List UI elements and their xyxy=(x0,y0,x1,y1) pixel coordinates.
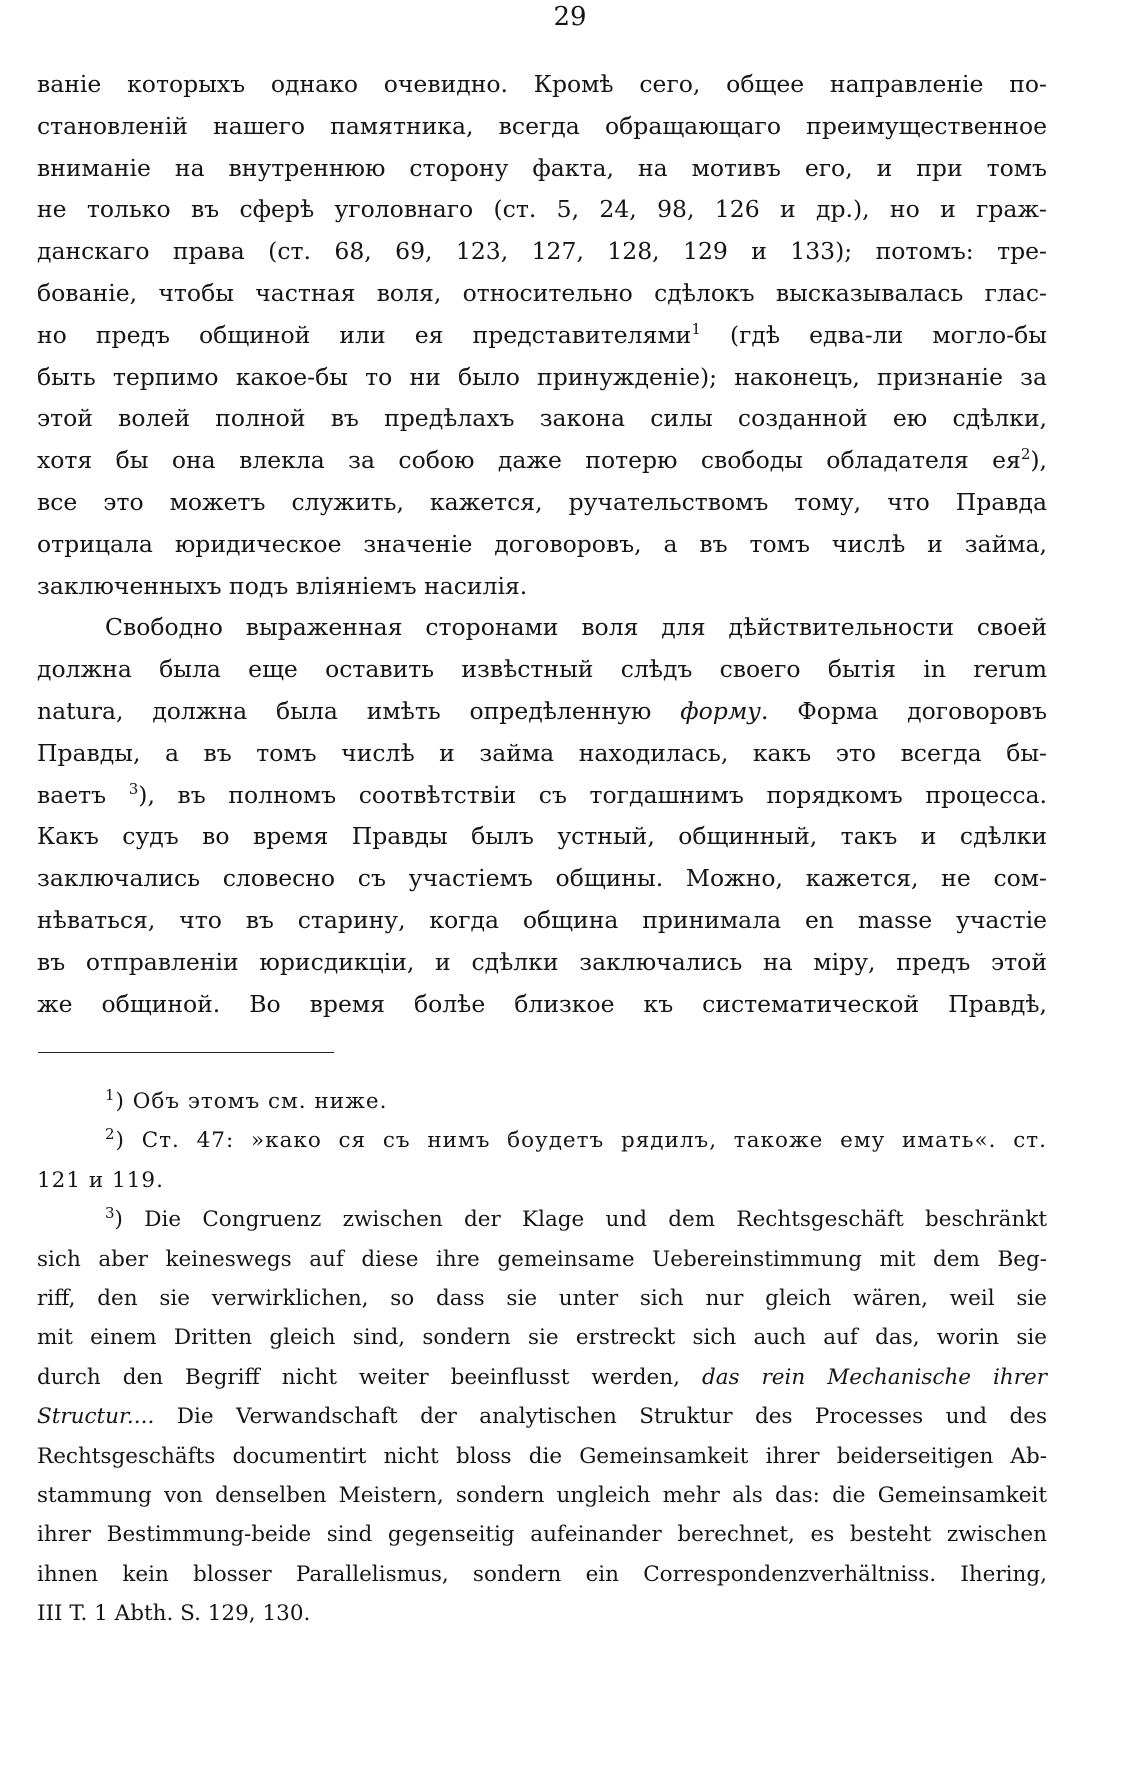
text-line: же общиной. Во время болѣе близкое къ систематической Правдѣ, xyxy=(37,989,1047,1018)
footnote-ref: 3 xyxy=(128,779,139,798)
main-text xyxy=(37,64,1047,1025)
footnotes xyxy=(37,1082,1047,1633)
text-line: должна была еще оставить извѣстный слѣдъ своего бытія in rerum xyxy=(37,655,1047,684)
text-run: хотя бы она влекла за собою даже потерю свободы обладателя ея xyxy=(37,446,1021,475)
text-line xyxy=(37,691,1047,733)
text-run: (гдѣ едва-ли могло-бы xyxy=(700,320,1047,349)
text-line: этой волей полной въ предѣлахъ закона силы созданной ею сдѣлки, xyxy=(37,404,1047,433)
page-number: 29 xyxy=(553,2,587,32)
footnote-text: Объ этомъ см. ниже. xyxy=(132,1089,388,1114)
footnote-3-line: ihnen kein blosser Parallelismus, sondern ein Correspondenzverhältniss. Ihering, xyxy=(37,1561,1047,1587)
footnote-marker: 1 xyxy=(105,1085,116,1104)
footnote-3-line: Rechtsgeschäfts documentirt nicht bloss die Gemeinsamkeit ihrer beiderseitigen Ab- xyxy=(37,1443,1047,1469)
footnote-ref: 1 xyxy=(691,319,701,338)
text-line: въ отправленіи юрисдикціи, и сдѣлки заключались на міру, предъ этой xyxy=(37,947,1047,976)
footnote-1: $^1$) Объ этомъ см. ниже. xyxy=(105,1085,388,1114)
text-line: бованіе, чтобы частная воля, относительно сдѣлокъ высказывалась глас- xyxy=(37,278,1047,307)
text-line: ваніе которыхъ однако очевидно. Кромѣ сего, общее направленіе по- xyxy=(37,70,1047,98)
text-line: вниманіе на внутреннюю сторону факта, на мотивъ его, и при томъ xyxy=(37,153,1047,182)
text-line: Какъ судъ во время Правды былъ устный, общинный, такъ и сдѣлки xyxy=(37,822,1047,851)
footnote-3-line: III T. 1 Abth. S. 129, 130. xyxy=(37,1601,311,1627)
text-line xyxy=(37,440,1047,482)
text-line: Правды, а въ томъ числѣ и займа находилась, какъ это всегда бы- xyxy=(37,738,1047,767)
text-line: отрицала юридическое значеніе договоровъ, а въ томъ числѣ и займа, xyxy=(37,529,1047,558)
footnote-2-line: 121 и 119. xyxy=(37,1167,164,1193)
text-line: все это можетъ служить, кажется, ручательствомъ тому, что Правда xyxy=(37,487,1047,516)
footnote-3-line: ihrer Bestimmung-beide sind gegenseitig aufeinander berechnet, es besteht zwischen xyxy=(37,1522,1047,1548)
footnote-3-line: sich aber keineswegs auf diese ihre gemeinsame Uebereinstimmung mit dem Beg- xyxy=(37,1246,1047,1272)
footnote-3-line xyxy=(37,1358,1047,1397)
footnote-text: Ст. 47: »како ся съ нимъ боудетъ рядилъ, такоже ему имать«. ст. xyxy=(141,1128,1047,1154)
text-run: . Форма договоровъ xyxy=(760,696,1047,725)
footnote-2: $^2$) Ст. 47: »како ся съ нимъ боудетъ рядилъ, такоже ему имать«. ст. xyxy=(105,1125,1047,1154)
text-line: Свободно выраженная сторонами воля для дѣйствительности своей xyxy=(105,613,1047,642)
footnote-3-line: mit einem Dritten gleich sind, sondern sie erstreckt sich auch auf das, worin sie xyxy=(37,1325,1047,1351)
footnote-3-line: riff, den sie verwirklichen, so dass sie unter sich nur gleich wären, weil sie xyxy=(37,1285,1047,1311)
text-line: заключались словесно съ участіемъ общины. Можно, кажется, не сом- xyxy=(37,864,1047,893)
text-line: данскаго права (ст. 68, 69, 123, 127, 128, 129 и 133); потомъ: тре- xyxy=(37,237,1047,266)
footnote-marker: 2 xyxy=(105,1125,116,1144)
text-run: ), въ полномъ соотвѣтствіи съ тогдашнимъ порядкомъ процесса. xyxy=(138,780,1047,809)
text-run: Die Verwandschaft der analytischen Struktur des Processes und des xyxy=(154,1404,1047,1430)
italic-phrase: Structur.... xyxy=(37,1404,155,1430)
text-run: durch den Begriff nicht weiter beeinflusst werden, xyxy=(37,1364,680,1390)
text-line: нѣваться, что въ старину, когда община принимала en masse участіе xyxy=(37,905,1047,934)
text-run: но предъ общиной или ея представителями xyxy=(37,320,692,349)
footnote-ref: 2 xyxy=(1020,445,1031,464)
text-line: не только въ сферѣ уголовнаго (ст. 5, 24, 98, 126 и др.), но и граж- xyxy=(37,195,1047,224)
text-run: ), xyxy=(1030,446,1047,475)
italic-word: форму xyxy=(680,696,761,725)
text-run: ваетъ xyxy=(37,780,107,809)
footnote-3: $^3$) Die Congruenz zwischen der Klage und dem Rechtsgeschäft beschränkt xyxy=(105,1204,1047,1233)
footnote-divider xyxy=(38,1052,334,1053)
text-line: становленій нашего памятника, всегда обращающаго преимущественное xyxy=(37,111,1047,140)
footnote-text: Die Congruenz zwischen der Klage und dem Rechtsgeschäft beschränkt xyxy=(144,1207,1047,1233)
text-line xyxy=(37,775,1047,817)
text-line xyxy=(37,315,1047,357)
footnote-3-line: stammung von denselben Meistern, sondern ungleich mehr als das: die Gemeinsamkeit xyxy=(37,1482,1047,1508)
text-line: заключенныхъ подъ вліяніемъ насилія. xyxy=(37,571,528,600)
text-line: быть терпимо какое-бы то ни было принужденіе); наконецъ, признаніе за xyxy=(37,362,1047,391)
footnote-marker: 3 xyxy=(105,1204,115,1223)
italic-phrase: das rein Mechanische ihrer xyxy=(701,1364,1048,1390)
text-run: natura, должна была имѣть опредѣленную xyxy=(37,696,652,725)
footnote-3-line xyxy=(37,1397,1047,1436)
